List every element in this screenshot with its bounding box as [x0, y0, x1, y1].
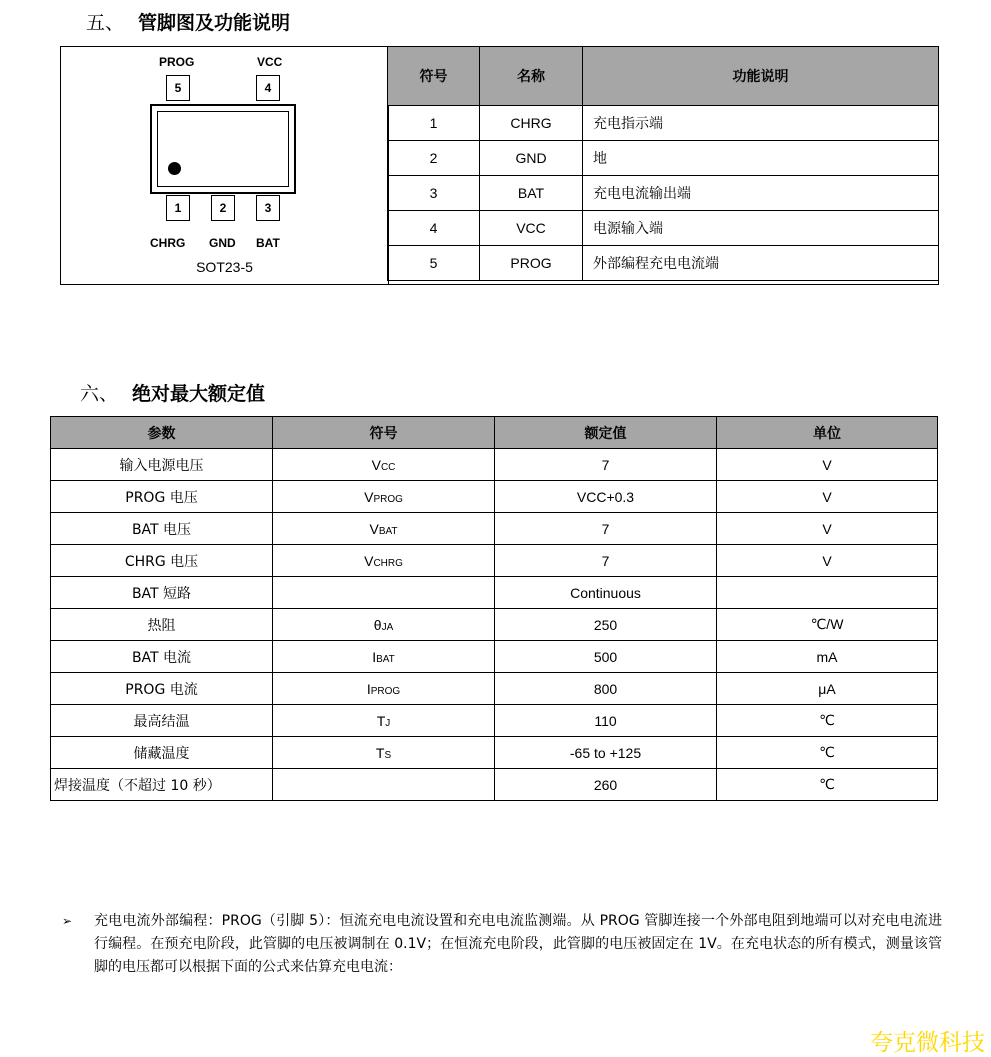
pin-name: BAT — [480, 176, 583, 211]
symbol-main: T — [375, 744, 385, 761]
unit: V — [717, 545, 938, 577]
table-row — [51, 513, 938, 545]
symbol-subscript: S — [384, 749, 392, 761]
symbol-main: V — [364, 552, 374, 569]
symbol-subscript: JA — [381, 621, 394, 633]
table-row — [51, 705, 938, 737]
unit: V — [717, 449, 938, 481]
pin-symbol: 3 — [388, 176, 480, 211]
rated-value: VCC+0.3 — [495, 481, 717, 513]
symbol-main: T — [376, 712, 386, 729]
table-row — [51, 737, 938, 769]
parameter: PROG 电流 — [51, 673, 273, 705]
table-header-row — [51, 417, 938, 449]
pin-name: VCC — [480, 211, 583, 246]
pin-label-vcc: VCC — [257, 55, 283, 69]
table-row — [51, 673, 938, 705]
symbol-subscript: PROG — [370, 685, 401, 697]
symbol — [273, 641, 495, 673]
chip-body — [150, 104, 296, 194]
symbol-subscript: BAT — [378, 525, 398, 537]
parameter: 热阻 — [51, 609, 273, 641]
header-function: 功能说明 — [583, 47, 939, 106]
rated-value: 7 — [495, 545, 717, 577]
pin-description: 地 — [583, 141, 939, 176]
table-row — [51, 449, 938, 481]
unit: V — [717, 513, 938, 545]
rated-value: 7 — [495, 513, 717, 545]
header-symbol: 符号 — [388, 47, 480, 106]
pin-description: 充电指示端 — [583, 106, 939, 141]
symbol-main: V — [364, 488, 374, 505]
symbol — [273, 705, 495, 737]
symbol-subscript: PROG — [373, 493, 403, 505]
unit: ℃/W — [717, 609, 938, 641]
pin-label-prog: PROG — [159, 55, 195, 69]
parameter: 最高结温 — [51, 705, 273, 737]
rated-value: Continuous — [495, 577, 717, 609]
note-text: 充电电流外部编程：PROG（引脚 5）：恒流充电电流设置和充电电流监测端。从 PROG 管脚连接一个外部电阻到地端可以对充电电流进行编程。在预充电阶段，此管脚的电压被调制在 0.1V；在恒流充电阶段，此管脚的电压被固定在 1V。在充电状态的所有模式，测量该管脚的电压都可以根据下面的公式来估算充电电流： — [94, 913, 942, 975]
pin-label-gnd: GND — [209, 236, 236, 250]
symbol-main: I — [366, 680, 371, 697]
unit: V — [717, 481, 938, 513]
pin-symbol: 4 — [388, 211, 480, 246]
rated-value: 110 — [495, 705, 717, 737]
parameter: PROG 电压 — [51, 481, 273, 513]
header-unit: 单位 — [717, 417, 938, 449]
bullet-arrow-icon: ➢ — [62, 914, 73, 928]
symbol-subscript: CHRG — [373, 557, 403, 569]
parameter: 输入电源电压 — [51, 449, 273, 481]
symbol-subscript: J — [385, 717, 391, 729]
pin-label-chrg: CHRG — [150, 236, 186, 250]
parameter: 焊接温度（不超过 10 秒） — [51, 769, 273, 801]
table-row — [388, 106, 939, 141]
unit: ℃ — [717, 769, 938, 801]
section5-title: 管脚图及功能说明 — [138, 12, 291, 34]
unit: ℃ — [717, 705, 938, 737]
pin-number-1: 1 — [166, 195, 190, 221]
table-row — [51, 545, 938, 577]
section5-heading — [86, 8, 290, 35]
unit: mA — [717, 641, 938, 673]
table-row — [51, 769, 938, 801]
pin-name: CHRG — [480, 106, 583, 141]
prog-note-paragraph — [62, 910, 942, 979]
header-symbol: 符号 — [273, 417, 495, 449]
symbol — [273, 513, 495, 545]
pin-number-2: 2 — [211, 195, 235, 221]
symbol — [273, 609, 495, 641]
pin-label-bat: BAT — [256, 236, 280, 250]
rated-value: 7 — [495, 449, 717, 481]
parameter: CHRG 电压 — [51, 545, 273, 577]
unit: ℃ — [717, 737, 938, 769]
pin-description: 电源输入端 — [583, 211, 939, 246]
pin-name: PROG — [480, 246, 583, 281]
symbol-subscript: CC — [380, 461, 396, 473]
table-row — [51, 577, 938, 609]
rated-value: 260 — [495, 769, 717, 801]
pin-symbol: 1 — [388, 106, 480, 141]
rated-value: 250 — [495, 609, 717, 641]
section6-number: 六、 — [80, 383, 119, 405]
absolute-max-ratings-table — [50, 416, 938, 801]
package-name: SOT23-5 — [196, 259, 253, 275]
symbol-subscript: BAT — [376, 653, 395, 665]
parameter: BAT 短路 — [51, 577, 273, 609]
section5-number: 五、 — [86, 12, 125, 34]
symbol — [273, 449, 495, 481]
pin1-marker-dot — [168, 162, 181, 175]
table-row — [51, 609, 938, 641]
parameter: 储藏温度 — [51, 737, 273, 769]
symbol-main: I — [372, 648, 377, 665]
table-row — [51, 481, 938, 513]
symbol — [273, 737, 495, 769]
rated-value: -65 to +125 — [495, 737, 717, 769]
symbol — [273, 577, 495, 609]
table-row — [388, 141, 939, 176]
section6-heading — [80, 379, 265, 406]
parameter: BAT 电流 — [51, 641, 273, 673]
pin-description: 外部编程充电电流端 — [583, 246, 939, 281]
section6-title: 绝对最大额定值 — [132, 383, 266, 405]
chip-inner-outline — [157, 111, 289, 187]
pin-description: 充电电流输出端 — [583, 176, 939, 211]
table-row — [388, 176, 939, 211]
package-diagram — [61, 47, 389, 284]
symbol-main: θ — [373, 616, 382, 633]
rated-value: 800 — [495, 673, 717, 705]
table-row — [51, 641, 938, 673]
table-header-row — [388, 47, 939, 106]
symbol-main: V — [369, 520, 379, 537]
pin-number-4: 4 — [256, 75, 280, 101]
pin-symbol: 5 — [388, 246, 480, 281]
table-row — [388, 246, 939, 281]
rated-value: 500 — [495, 641, 717, 673]
pin-function-table — [387, 46, 939, 281]
pin-number-5: 5 — [166, 75, 190, 101]
symbol-main: V — [371, 456, 381, 473]
symbol — [273, 769, 495, 801]
pin-name: GND — [480, 141, 583, 176]
header-name: 名称 — [480, 47, 583, 106]
header-parameter: 参数 — [51, 417, 273, 449]
pin-number-3: 3 — [256, 195, 280, 221]
symbol — [273, 545, 495, 577]
unit: μA — [717, 673, 938, 705]
brand-watermark: 夸克微科技 — [870, 1030, 985, 1056]
symbol — [273, 673, 495, 705]
parameter: BAT 电压 — [51, 513, 273, 545]
table-row — [388, 211, 939, 246]
header-rated-value: 额定值 — [495, 417, 717, 449]
unit — [717, 577, 938, 609]
symbol — [273, 481, 495, 513]
pin-symbol: 2 — [388, 141, 480, 176]
